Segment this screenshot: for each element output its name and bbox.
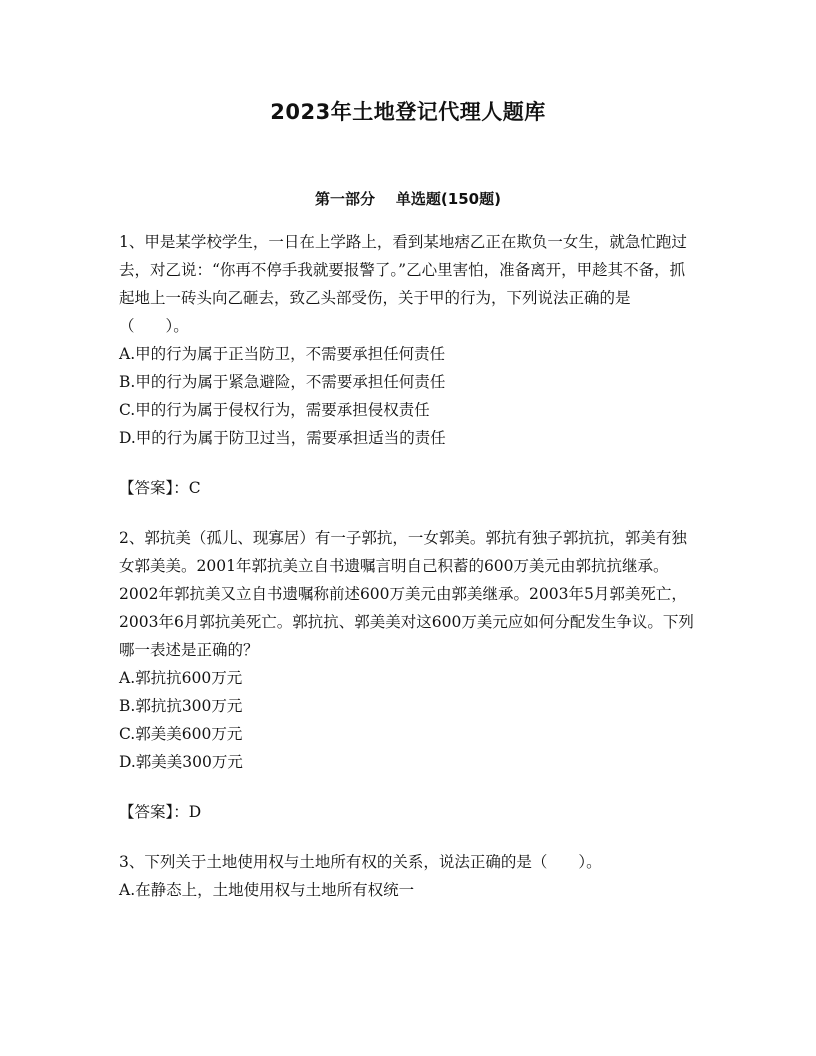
section-title: 第一部分 单选题(150题): [315, 190, 501, 208]
option-d: D.郭美美300万元: [119, 753, 243, 771]
question-block: [119, 848, 699, 904]
question-block: [119, 524, 699, 826]
option-a: A.在静态上，土地使用权与土地所有权统一: [119, 881, 415, 899]
option-c: C.郭美美600万元: [119, 725, 243, 743]
question-stem: 3、下列关于土地使用权与土地所有权的关系，说法正确的是（ ）。: [119, 853, 602, 871]
answer-line: 【答案】：D: [119, 803, 202, 821]
option-a: A.甲的行为属于正当防卫，不需要承担任何责任: [119, 345, 446, 363]
question-block: [119, 228, 699, 502]
question-stem: 2、郭抗美（孤儿、现寡居）有一子郭抗，一女郭美。郭抗有独子郭抗抗，郭美有独女郭美美。2001年郭抗美立自书遗嘱言明自己积蓄的600万美元由郭抗抗继承。2002年郭抗美又立自书遗嘱称前述600万美元由郭美继承。2003年5月郭美死亡，2003年6月郭抗美死亡。郭抗抗、郭美美对这600万美元应如何分配发生争议。下列哪一表述是正确的？: [119, 529, 694, 659]
option-d: D.甲的行为属于防卫过当，需要承担适当的责任: [119, 429, 446, 447]
option-b: B.郭抗抗300万元: [119, 697, 243, 715]
question-list: [119, 228, 699, 904]
question-stem: 1、甲是某学校学生，一日在上学路上，看到某地痞乙正在欺负一女生，就急忙跑过去，对乙说：“你再不停手我就要报警了。”乙心里害怕，准备离开，甲趁其不备，抓起地上一砖头向乙砸去，致乙头部受伤，关于甲的行为，下列说法正确的是（ ）。: [119, 233, 687, 335]
document-title: 2023年土地登记代理人题库: [270, 100, 546, 124]
option-c: C.甲的行为属于侵权行为，需要承担侵权责任: [119, 401, 430, 419]
option-b: B.甲的行为属于紧急避险，不需要承担任何责任: [119, 373, 446, 391]
option-a: A.郭抗抗600万元: [119, 669, 243, 687]
answer-line: 【答案】：C: [119, 479, 201, 497]
